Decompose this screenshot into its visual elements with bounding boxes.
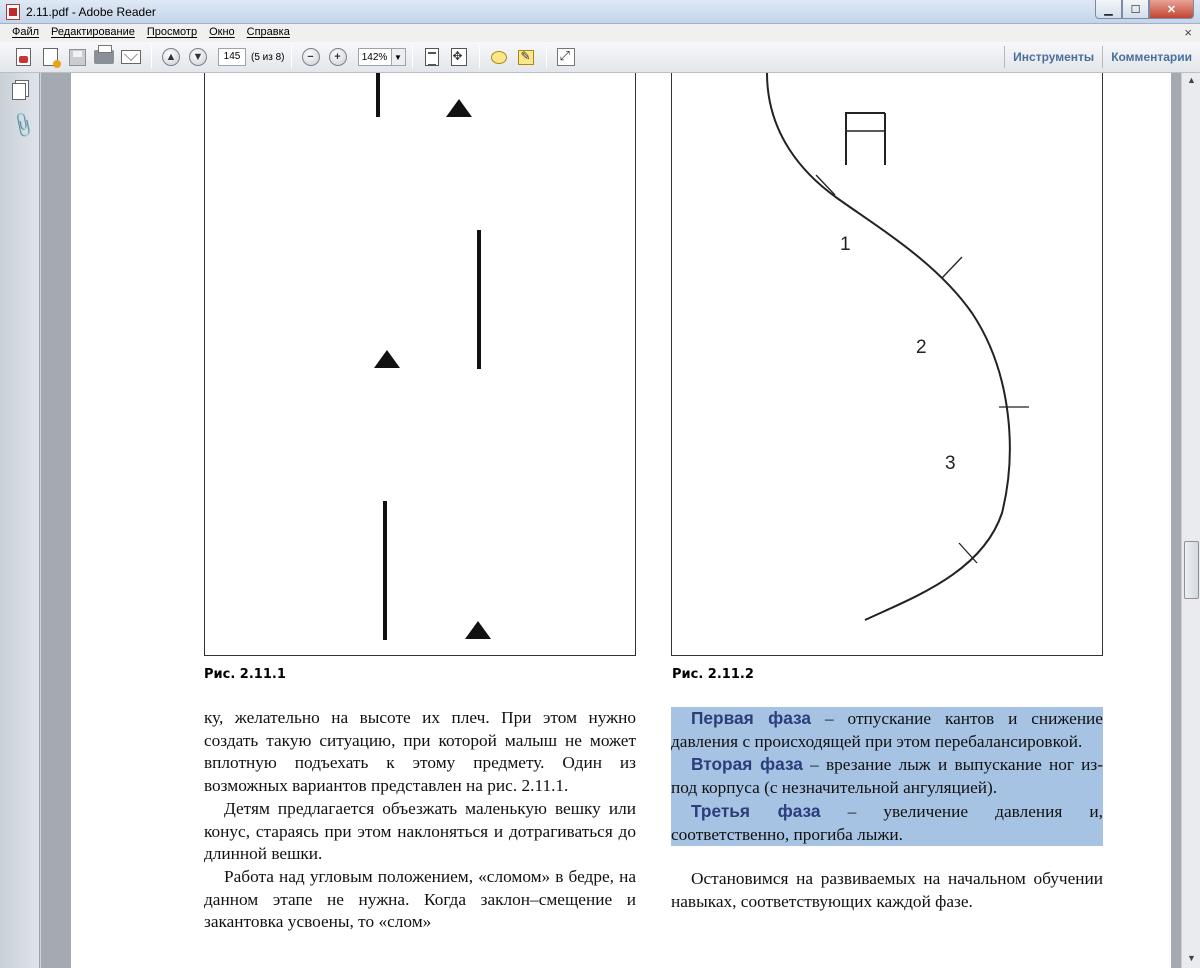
maximize-button[interactable]: ☐ bbox=[1122, 0, 1149, 19]
menu-help[interactable]: Справка bbox=[246, 26, 290, 38]
figure-2-11-2 bbox=[671, 73, 1103, 656]
cone-marker bbox=[446, 99, 472, 117]
phase-tick bbox=[959, 543, 977, 563]
open-file-icon bbox=[43, 48, 58, 66]
comment-bubble-icon bbox=[491, 51, 507, 64]
toolbar-panels bbox=[1004, 42, 1200, 72]
turn-phases-drawing bbox=[672, 73, 1104, 656]
save-icon bbox=[69, 49, 86, 66]
long-pole bbox=[383, 501, 387, 640]
next-page-button[interactable] bbox=[185, 45, 211, 69]
right-column-text[interactable] bbox=[671, 707, 1103, 914]
zoom-value: 142% bbox=[361, 51, 388, 63]
paragraph: Остановимся на развиваемых на начальном обучении навыках, соответствующих каждой фазе. bbox=[671, 869, 1103, 911]
slalom-gate bbox=[845, 113, 885, 165]
zoom-select[interactable] bbox=[358, 48, 406, 66]
zoom-in-button[interactable] bbox=[325, 45, 351, 69]
toolbar-separator bbox=[412, 46, 413, 68]
long-pole bbox=[477, 230, 481, 369]
page-number-input[interactable]: 145 bbox=[218, 48, 246, 66]
scroll-up-icon[interactable]: ▲ bbox=[1187, 75, 1196, 85]
phase-description: – увеличение давления и, соответственно, прогиба лыжи. bbox=[671, 801, 1103, 844]
phase-paragraph bbox=[671, 707, 1103, 753]
create-pdf-icon bbox=[16, 48, 31, 66]
open-button[interactable] bbox=[37, 45, 63, 69]
close-document-button[interactable]: × bbox=[1184, 25, 1192, 40]
cone-marker bbox=[465, 621, 491, 639]
expand-icon bbox=[557, 48, 575, 66]
title-bar bbox=[0, 0, 1200, 24]
phase-description: – врезание лыж и выпускание ног из-под корпуса (с незначительной ангуляцией). bbox=[671, 755, 1103, 798]
ski-turn-trajectory bbox=[767, 73, 1010, 620]
left-column-text[interactable] bbox=[204, 707, 636, 934]
scroll-down-icon[interactable]: ▼ bbox=[1187, 953, 1196, 963]
add-comment-button[interactable] bbox=[486, 45, 512, 69]
comments-pane-button[interactable]: Комментарии bbox=[1111, 50, 1192, 64]
pdf-page bbox=[71, 73, 1171, 968]
email-button[interactable] bbox=[118, 45, 144, 69]
phase-tick bbox=[816, 175, 835, 195]
toolbar-separator bbox=[546, 46, 547, 68]
minus-icon: − bbox=[302, 48, 320, 66]
page-thumbnails-button[interactable] bbox=[12, 83, 30, 103]
menu-bar bbox=[0, 24, 1200, 42]
phase-label-2: 2 bbox=[916, 337, 927, 358]
fit-width-icon bbox=[451, 48, 467, 66]
pages-icon bbox=[12, 83, 26, 100]
close-button[interactable]: ✕ bbox=[1149, 0, 1194, 19]
print-icon bbox=[94, 50, 114, 64]
paragraph: Детям предлагается объезжать маленькую вешку или конус, стараясь при этом наклоняться и дотрагиваться до длинной вешки. bbox=[204, 798, 636, 864]
paragraph: Работа над угловым положением, «сломом» в бедре, на данном этапе не нужна. Когда заклон–смещение и закантовка усвоены, то «слом» bbox=[204, 866, 636, 932]
toolbar bbox=[0, 42, 1200, 73]
figure-caption: Рис. 2.11.1 bbox=[204, 667, 286, 682]
save-button[interactable] bbox=[64, 45, 90, 69]
menu-edit[interactable]: Редактирование bbox=[51, 26, 135, 38]
phase-description: – отпускание кантов и снижение давления с происходящей при этом перебалансировкой. bbox=[671, 709, 1103, 751]
zoom-out-button[interactable] bbox=[298, 45, 324, 69]
page-count: (5 из 8) bbox=[251, 51, 285, 63]
chevron-down-icon[interactable]: ▼ bbox=[391, 49, 405, 65]
phase-tick bbox=[942, 257, 962, 278]
mail-icon bbox=[121, 50, 141, 64]
toolbar-separator bbox=[151, 46, 152, 68]
menu-view[interactable]: Просмотр bbox=[146, 26, 198, 38]
window-controls bbox=[1095, 0, 1194, 20]
attachments-button[interactable] bbox=[8, 110, 39, 140]
menu-file[interactable]: Файл bbox=[12, 26, 40, 38]
paragraph: ку, желательно на высоте их плеч. При этом нужно создать такую ситуацию, при которой малыш не может вплотную подъехать к этому предмету. Один из возможных вариантов представлен на рис. 2.11.1. bbox=[204, 708, 636, 796]
highlight-pen-icon bbox=[518, 50, 534, 65]
toolbar-separator bbox=[479, 46, 480, 68]
phase-title: Вторая фаза bbox=[691, 754, 803, 775]
print-button[interactable] bbox=[91, 45, 117, 69]
navigation-pane bbox=[0, 73, 40, 968]
adobe-reader-icon bbox=[6, 4, 20, 20]
figure-2-11-1 bbox=[204, 73, 636, 656]
read-mode-button[interactable] bbox=[553, 45, 579, 69]
fit-width-button[interactable] bbox=[446, 45, 472, 69]
toolbar-separator bbox=[291, 46, 292, 68]
phase-label-3: 3 bbox=[945, 453, 956, 474]
phase-title: Третья фаза bbox=[691, 800, 821, 821]
minimize-button[interactable]: ▁ bbox=[1095, 0, 1122, 19]
phase-paragraph bbox=[671, 753, 1103, 799]
menu-window[interactable]: Окно bbox=[209, 26, 235, 38]
long-pole bbox=[376, 73, 380, 117]
fit-page-icon bbox=[425, 48, 439, 66]
phase-paragraph bbox=[671, 800, 1103, 846]
window-title: 2.11.pdf - Adobe Reader bbox=[26, 5, 156, 19]
plus-icon: + bbox=[329, 48, 347, 66]
figure-caption: Рис. 2.11.2 bbox=[672, 667, 754, 682]
scrollbar-thumb[interactable] bbox=[1184, 541, 1199, 599]
arrow-up-icon: ▲ bbox=[162, 48, 180, 66]
create-pdf-button[interactable] bbox=[10, 45, 36, 69]
vertical-scrollbar[interactable] bbox=[1181, 73, 1200, 968]
arrow-down-icon: ▼ bbox=[189, 48, 207, 66]
highlight-button[interactable] bbox=[513, 45, 539, 69]
paperclip-icon: 📎 bbox=[8, 110, 39, 140]
previous-page-button[interactable] bbox=[158, 45, 184, 69]
fit-page-button[interactable] bbox=[419, 45, 445, 69]
phase-title: Первая фаза bbox=[691, 708, 812, 728]
tools-pane-button[interactable]: Инструменты bbox=[1013, 50, 1095, 64]
document-area[interactable] bbox=[41, 73, 1181, 968]
cone-marker bbox=[374, 350, 400, 368]
slalom-gates-drawing bbox=[205, 73, 637, 656]
phase-label-1: 1 bbox=[840, 234, 851, 255]
